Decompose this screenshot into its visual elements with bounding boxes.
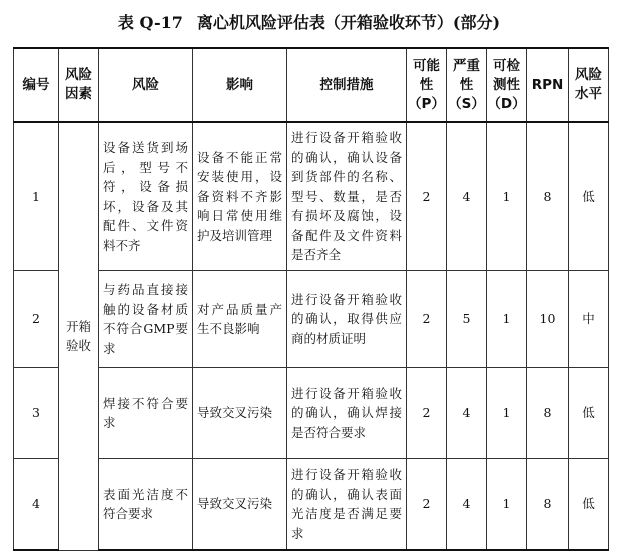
cell-p: 2 [407, 459, 447, 551]
cell-p: 2 [407, 368, 447, 459]
cell-level: 低 [569, 459, 609, 551]
cell-risk: 表面光洁度不符合要求 [99, 459, 193, 551]
header-factor: 风险因素 [59, 48, 99, 122]
cell-rpn: 8 [527, 122, 569, 271]
cell-control: 进行设备开箱验收的确认，确认设备到货部件的名称、型号、数量，是否有损坏及腐蚀，设备配件及文件资料是否齐全 [287, 122, 407, 271]
cell-control: 进行设备开箱验收的确认，确认焊接是否符合要求 [287, 368, 407, 459]
cell-risk: 设备送货到场后，型号不符，设备损坏，设备及其配件、文件资料不齐 [99, 122, 193, 271]
cell-no: 2 [14, 271, 59, 368]
table-row [14, 122, 609, 271]
cell-impact: 对产品质量产生不良影响 [193, 271, 287, 368]
cell-factor: 开箱验收 [59, 122, 99, 550]
cell-level: 低 [569, 122, 609, 271]
table-row [14, 368, 609, 459]
cell-p: 2 [407, 122, 447, 271]
cell-control: 进行设备开箱验收的确认，取得供应商的材质证明 [287, 271, 407, 368]
header-no: 编号 [14, 48, 59, 122]
cell-impact: 导致交叉污染 [193, 459, 287, 551]
table-row [14, 271, 609, 368]
cell-impact: 设备不能正常安装使用，设备资料不齐影响日常使用维护及培训管理 [193, 122, 287, 271]
cell-risk: 与药品直接接触的设备材质不符合GMP要求 [99, 271, 193, 368]
cell-level: 中 [569, 271, 609, 368]
cell-d: 1 [487, 459, 527, 551]
cell-no: 1 [14, 122, 59, 271]
cell-s: 4 [447, 368, 487, 459]
cell-no: 3 [14, 368, 59, 459]
cell-rpn: 10 [527, 271, 569, 368]
cell-s: 4 [447, 122, 487, 271]
cell-d: 1 [487, 122, 527, 271]
table-title [0, 10, 618, 33]
cell-d: 1 [487, 271, 527, 368]
cell-d: 1 [487, 368, 527, 459]
header-d: 可检测性（D） [487, 48, 527, 122]
table-title-text: 离心机风险评估表（开箱验收环节）(部分) [196, 13, 501, 32]
table-code: 表 Q-17 [117, 13, 183, 32]
header-p: 可能性（P） [407, 48, 447, 122]
cell-risk: 焊接不符合要求 [99, 368, 193, 459]
cell-p: 2 [407, 271, 447, 368]
cell-level: 低 [569, 368, 609, 459]
cell-s: 4 [447, 459, 487, 551]
table-row [14, 459, 609, 551]
header-s: 严重性（S） [447, 48, 487, 122]
header-impact: 影响 [193, 48, 287, 122]
risk-assessment-table [13, 47, 609, 551]
cell-rpn: 8 [527, 459, 569, 551]
header-risk: 风险 [99, 48, 193, 122]
header-rpn: RPN [527, 48, 569, 122]
header-row [14, 48, 609, 122]
cell-rpn: 8 [527, 368, 569, 459]
cell-no: 4 [14, 459, 59, 551]
cell-control: 进行设备开箱验收的确认，确认表面光洁度是否满足要求 [287, 459, 407, 551]
header-control: 控制措施 [287, 48, 407, 122]
header-level: 风险水平 [569, 48, 609, 122]
cell-s: 5 [447, 271, 487, 368]
cell-impact: 导致交叉污染 [193, 368, 287, 459]
